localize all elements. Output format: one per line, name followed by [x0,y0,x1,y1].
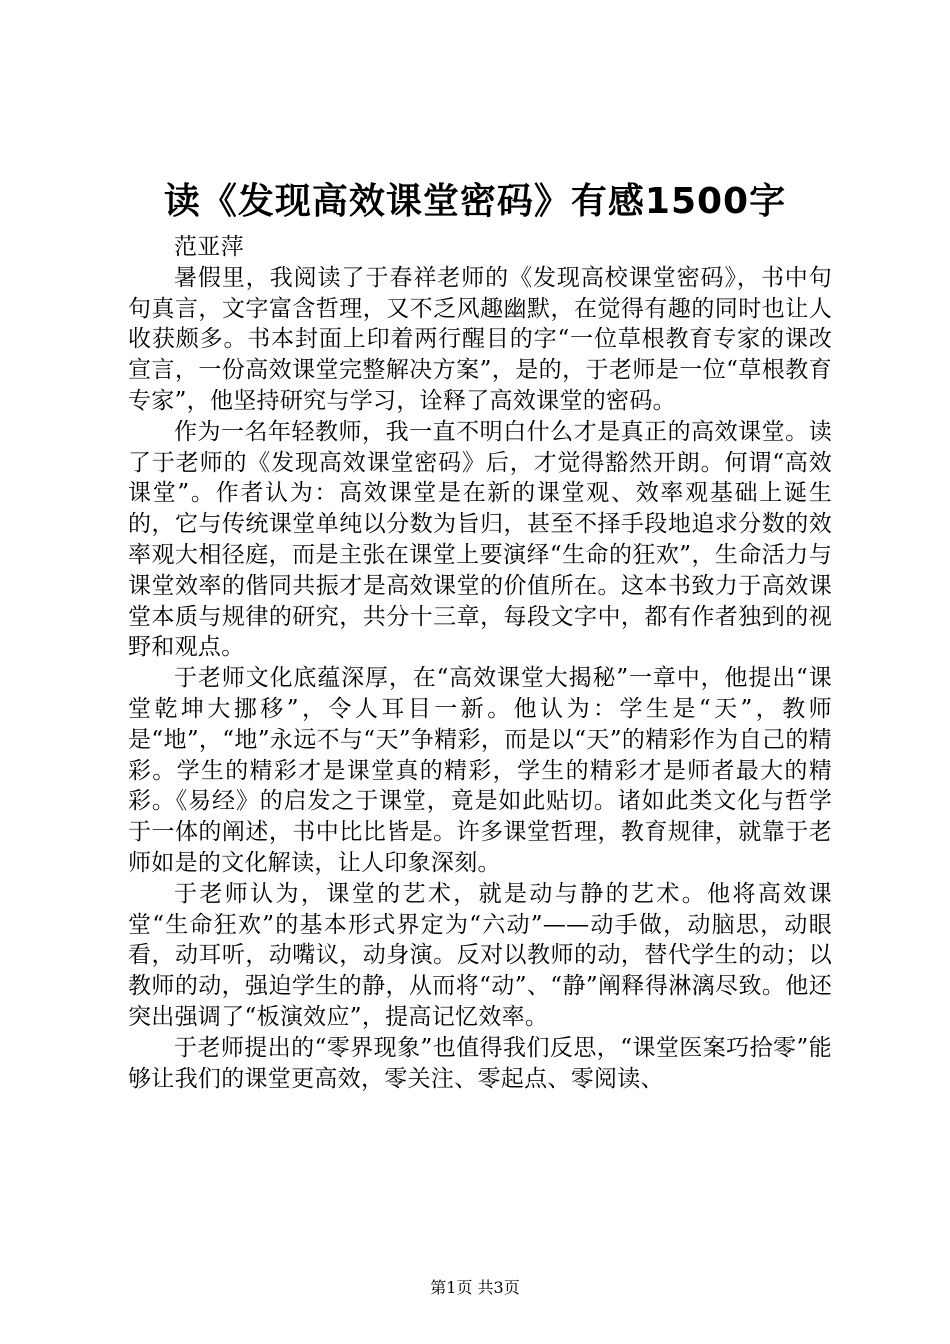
author-name: 范亚萍 [174,234,244,260]
paragraph-3: 于老师文化底蕴深厚，在“高效课堂大揭秘”一章中，他提出“课堂乾坤大挪移”，令人耳目一新。他认为：学生是“天”，教师是“地”，“地”永远不与“天”争精彩，而是以“天”的精彩作为自己的精彩。学生的精彩才是课堂真的精彩，学生的精彩才是师者最大的精彩。《易经》的启发之于课堂，竟是如此贴切。诸如此类文化与哲学于一体的阐述，书中比比皆是。许多课堂哲理，教育规律，就靠于老师如是的文化解读，让人印象深刻。 [128,665,832,876]
paragraph-4: 于老师认为，课堂的艺术，就是动与静的艺术。他将高效课堂“生命狂欢”的基本形式界定为“六动”——动手做，动脑思，动眼看，动耳听，动嘴议，动身演。反对以教师的动，替代学生的动；以教师的动，强迫学生的静，从而将“动”、“静”阐释得淋漓尽致。他还突出强调了“板演效应”，提高记忆效率。 [128,880,832,1030]
document-body [128,232,832,1094]
paragraph-5: 于老师提出的“零界现象”也值得我们反思，“课堂医案巧拾零”能够让我们的课堂更高效，零关注、零起点、零阅读、 [128,1034,832,1092]
page-footer: 第1页 共3页 [430,1278,520,1297]
paragraph-2: 作为一名年轻教师，我一直不明白什么才是真正的高效课堂。读了于老师的《发现高效课堂密码》后，才觉得豁然开朗。何谓“高效课堂”。作者认为：高效课堂是在新的课堂观、效率观基础上诞生的，它与传统课堂单纯以分数为旨归，甚至不择手段地追求分数的效率观大相径庭，而是主张在课堂上要演绎“生命的狂欢”，生命活力与课堂效率的偕同共振才是高效课堂的价值所在。这本书致力于高效课堂本质与规律的研究，共分十三章，每段文字中，都有作者独到的视野和观点。 [128,418,832,661]
document-title: 读《发现高效课堂密码》有感1500字 [163,181,787,222]
paragraph-1: 暑假里，我阅读了于春祥老师的《发现高校课堂密码》，书中句句真言，文字富含哲理，又不乏风趣幽默，在觉得有趣的同时也让人收获颇多。书本封面上印着两行醒目的字“一位草根教育专家的课改宣言，一份高效课堂完整解决方案”，是的，于老师是一位“草根教育专家”，他坚持研究与学习，诠释了高效课堂的密码。 [128,264,832,414]
